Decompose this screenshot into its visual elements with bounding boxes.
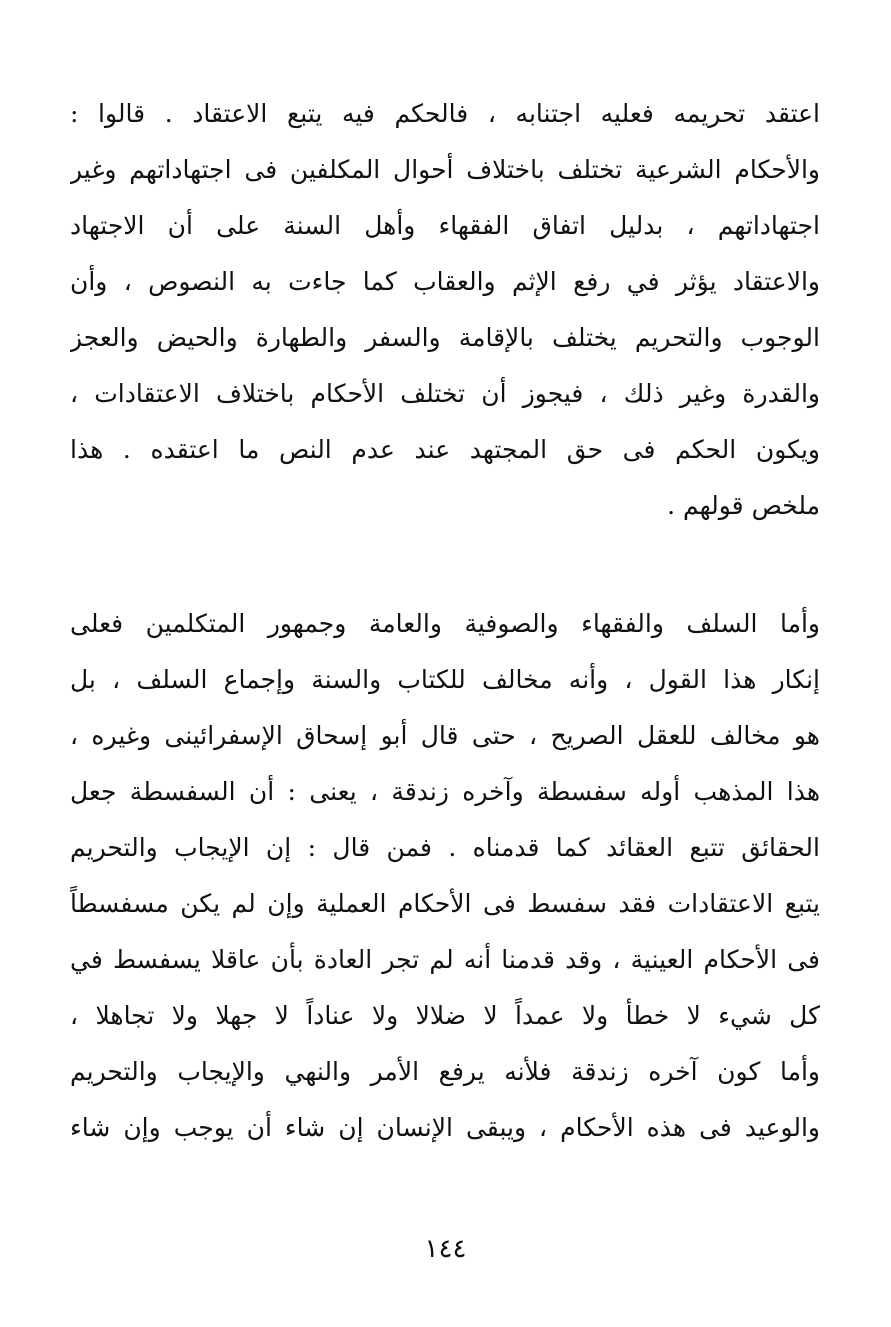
paragraph-1 xyxy=(70,86,820,534)
text-line: كل شيء لا خطأ ولا عمداً لا ضلالا ولا عناداً لا جهلا ولا تجاهلا ، xyxy=(70,1001,820,1030)
page-number: ١٤٤ xyxy=(424,1234,467,1264)
text-line: والوعيد فى هذه الأحكام ، ويبقى الإنسان إن شاء أن يوجب وإن شاء xyxy=(70,1113,820,1142)
text-line: الحقائق تتبع العقائد كما قدمناه . فمن قال : إن الإيجاب والتحريم xyxy=(70,833,820,862)
text-line: إنكار هذا القول ، وأنه مخالف للكتاب والسنة وإجماع السلف ، بل xyxy=(70,665,820,694)
text-line: هو مخالف للعقل الصريح ، حتى قال أبو إسحاق الإسفرائينى وغيره ، xyxy=(70,721,820,750)
text-line: فى الأحكام العينية ، وقد قدمنا أنه لم تجر العادة بأن عاقلا يسفسط في xyxy=(70,945,820,974)
text-line: هذا المذهب أوله سفسطة وآخره زندقة ، يعنى : أن السفسطة جعل xyxy=(70,777,820,806)
text-line: ملخص قولهم . xyxy=(667,491,820,520)
text-line: يتبع الاعتقادات فقد سفسط فى الأحكام العملية وإن لم يكن مسفسطاً xyxy=(70,889,820,918)
text-line: وأما كون آخره زندقة فلأنه يرفع الأمر والنهي والإيجاب والتحريم xyxy=(70,1057,820,1086)
text-line: ويكون الحكم فى حق المجتهد عند عدم النص ما اعتقده . هذا xyxy=(70,435,820,464)
text-line: اعتقد تحريمه فعليه اجتنابه ، فالحكم فيه يتبع الاعتقاد . قالوا : xyxy=(70,99,820,128)
text-line: والقدرة وغير ذلك ، فيجوز أن تختلف الأحكام باختلاف الاعتقادات ، xyxy=(70,379,820,408)
text-line: والأحكام الشرعية تختلف باختلاف أحوال المكلفين فى اجتهاداتهم وغير xyxy=(70,155,820,184)
paragraph-2 xyxy=(70,596,820,1156)
text-line: والاعتقاد يؤثر في رفع الإثم والعقاب كما جاءت به النصوص ، وأن xyxy=(70,267,820,296)
text-line: وأما السلف والفقهاء والصوفية والعامة وجمهور المتكلمين فعلى xyxy=(70,609,820,638)
text-line: اجتهاداتهم ، بدليل اتفاق الفقهاء وأهل السنة على أن الاجتهاد xyxy=(70,211,820,240)
text-line: الوجوب والتحريم يختلف بالإقامة والسفر والطهارة والحيض والعجز xyxy=(70,323,820,352)
